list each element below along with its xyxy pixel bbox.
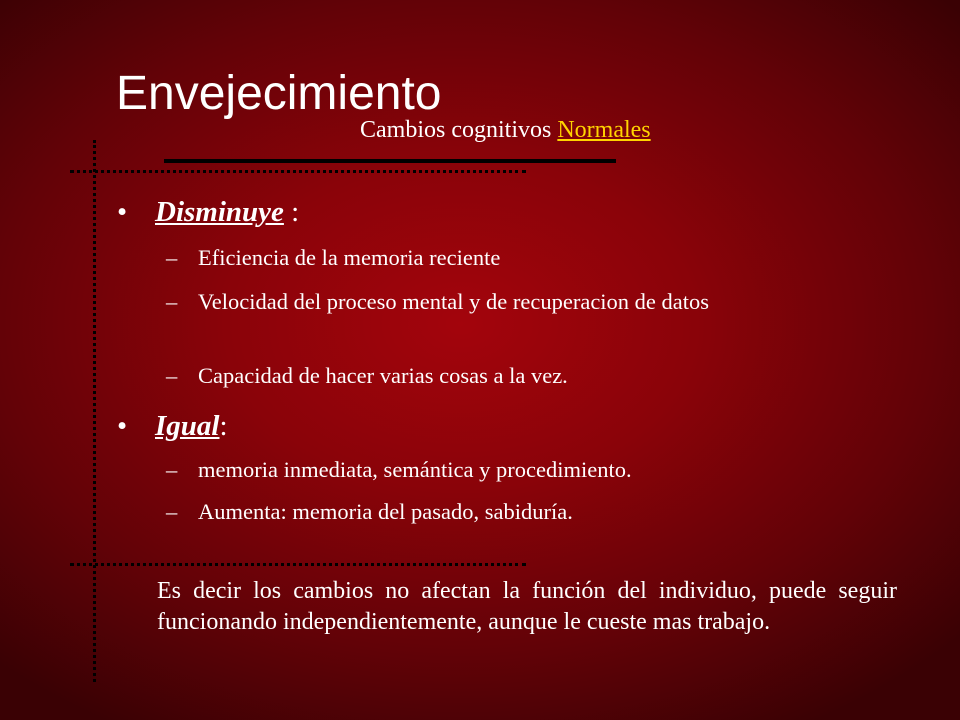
subtitle-highlight: Normales: [557, 117, 651, 143]
sub-item-marker: –: [166, 245, 178, 270]
sub-item: [166, 455, 866, 485]
sub-item: [166, 497, 866, 527]
sub-item-marker: –: [166, 363, 178, 388]
sub-item-text: Aumenta: memoria del pasado, sabiduría.: [198, 499, 573, 524]
subtitle-prefix: Cambios cognitivos: [360, 117, 558, 143]
bullet-heading: Igual: [155, 410, 220, 442]
slide-title: Envejecimiento: [116, 67, 442, 120]
bullet-heading: Disminuye: [155, 196, 284, 228]
bullet-marker: •: [117, 196, 128, 228]
bullet-disminuye: [117, 194, 299, 230]
sub-item-text: Velocidad del proceso mental y de recuperacion de datos: [198, 289, 710, 314]
sub-item-marker: –: [166, 457, 178, 482]
sub-item: [166, 361, 866, 391]
sub-item: [166, 243, 866, 273]
bullet-heading-suffix: :: [283, 196, 300, 228]
sub-item-text: Capacidad de hacer varias cosas a la vez.: [198, 363, 568, 388]
bullet-marker: •: [117, 410, 128, 442]
horizontal-dotted-rule-bottom: [70, 563, 526, 566]
sub-item-text: Eficiencia de la memoria reciente: [198, 245, 501, 270]
conclusion-paragraph: Es decir los cambios no afectan la función del individuo, puede seguir funcionando independientemente, aunque le cueste mas trabajo.: [157, 578, 897, 635]
bullet-heading-suffix: :: [219, 410, 228, 442]
sub-item-text: memoria inmediata, semántica y procedimiento.: [198, 457, 632, 482]
sub-item-marker: –: [166, 499, 178, 524]
sub-item: [166, 287, 866, 317]
vertical-dotted-rule: [93, 140, 96, 682]
horizontal-dotted-rule-top: [70, 170, 526, 173]
title-underline-rule: [164, 159, 616, 163]
sub-item-marker: –: [166, 289, 178, 314]
bullet-igual: [117, 408, 228, 444]
slide-subtitle: [360, 114, 651, 146]
